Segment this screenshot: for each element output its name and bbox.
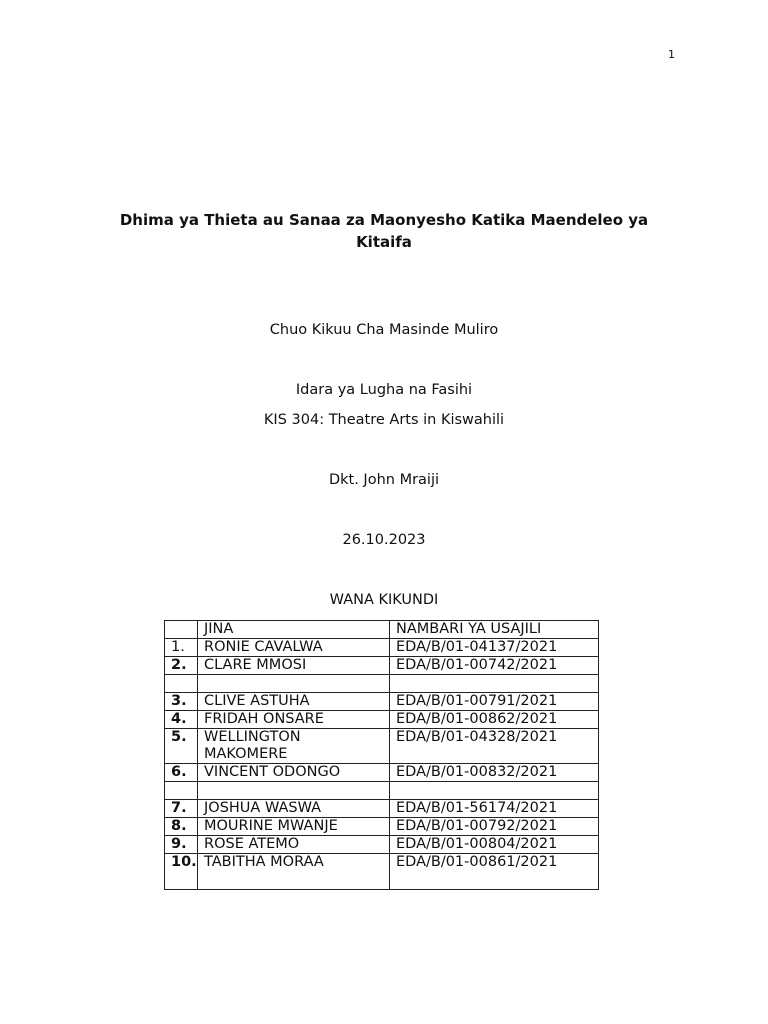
- row-name: CLIVE ASTUHA: [198, 693, 390, 711]
- header-registration: NAMBARI YA USAJILI: [390, 621, 599, 639]
- row-number: 8.: [165, 818, 198, 836]
- table-row: [165, 729, 599, 764]
- row-name: CLARE MMOSI: [198, 657, 390, 675]
- row-name: JOSHUA WASWA: [198, 800, 390, 818]
- row-number: 2.: [165, 657, 198, 675]
- row-name: ROSE ATEMO: [198, 836, 390, 854]
- row-name: [198, 782, 390, 800]
- row-name: VINCENT ODONGO: [198, 764, 390, 782]
- row-registration: EDA/B/01-00862/2021: [390, 711, 599, 729]
- table-row: [165, 764, 599, 782]
- row-number: 6.: [165, 764, 198, 782]
- table-header-row: [165, 621, 599, 639]
- table-row: [165, 854, 599, 890]
- row-number: 5.: [165, 729, 198, 764]
- department-name: Idara ya Lugha na Fasihi: [295, 382, 473, 398]
- header-name: JINA: [198, 621, 390, 639]
- row-registration: EDA/B/01-00742/2021: [390, 657, 599, 675]
- row-registration: EDA/B/01-00792/2021: [390, 818, 599, 836]
- row-registration: [390, 675, 599, 693]
- row-registration: EDA/B/01-56174/2021: [390, 800, 599, 818]
- table-row: [165, 639, 599, 657]
- row-registration: EDA/B/01-00832/2021: [390, 764, 599, 782]
- row-name: FRIDAH ONSARE: [198, 711, 390, 729]
- row-name: TABITHA MORAA: [198, 854, 390, 890]
- row-registration: EDA/B/01-00804/2021: [390, 836, 599, 854]
- table-row: [165, 693, 599, 711]
- row-number: [165, 675, 198, 693]
- table-row: [165, 818, 599, 836]
- row-number: [165, 782, 198, 800]
- members-table: [164, 620, 599, 890]
- row-number: 10.: [165, 854, 198, 890]
- header-number: [165, 621, 198, 639]
- row-name: [198, 675, 390, 693]
- row-registration: EDA/B/01-00791/2021: [390, 693, 599, 711]
- table-row: [165, 711, 599, 729]
- row-number: 4.: [165, 711, 198, 729]
- row-name: WELLINGTON MAKOMERE: [198, 729, 390, 764]
- lecturer-name: Dkt. John Mraiji: [328, 472, 440, 488]
- submission-date: 26.10.2023: [342, 532, 426, 548]
- table-row: [165, 836, 599, 854]
- table-row: [165, 657, 599, 675]
- table-row: [165, 800, 599, 818]
- row-number: 3.: [165, 693, 198, 711]
- row-number: 9.: [165, 836, 198, 854]
- course-name: KIS 304: Theatre Arts in Kiswahili: [263, 412, 505, 428]
- table-row-empty: [165, 675, 599, 693]
- row-name: RONIE CAVALWA: [198, 639, 390, 657]
- row-registration: EDA/B/01-04328/2021: [390, 729, 599, 764]
- table-row-empty: [165, 782, 599, 800]
- row-registration: EDA/B/01-00861/2021: [390, 854, 599, 890]
- page-number: 1: [668, 48, 675, 61]
- row-name: MOURINE MWANJE: [198, 818, 390, 836]
- university-name: Chuo Kikuu Cha Masinde Muliro: [269, 322, 499, 338]
- group-heading: WANA KIKUNDI: [329, 592, 439, 608]
- row-registration: [390, 782, 599, 800]
- row-number: 1.: [165, 639, 198, 657]
- document-title: Dhima ya Thieta au Sanaa za Maonyesho Katika Maendeleo ya Kitaifa: [119, 211, 649, 251]
- row-number: 7.: [165, 800, 198, 818]
- row-registration: EDA/B/01-04137/2021: [390, 639, 599, 657]
